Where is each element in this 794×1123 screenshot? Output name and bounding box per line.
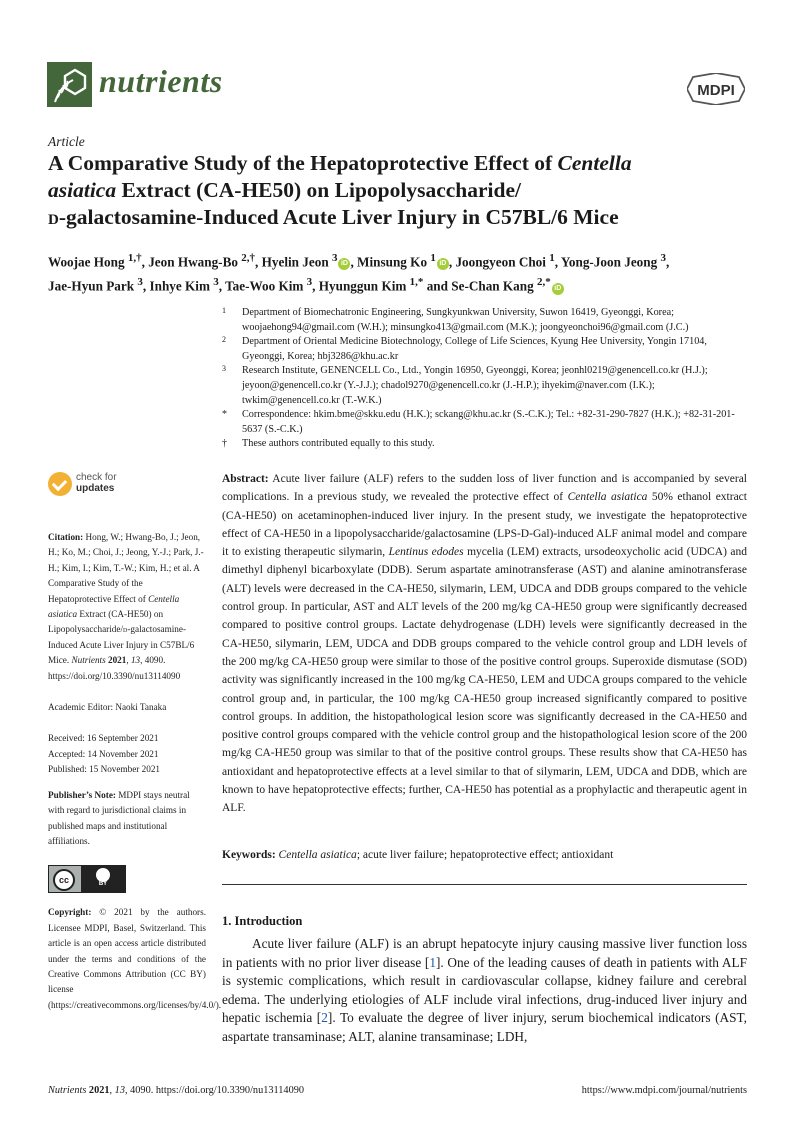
reference-link[interactable]: 1 [429,954,436,970]
journal-name: nutrients [99,63,223,99]
introduction-text: Acute liver failure (ALF) is an abrupt hepatocyte injury causing massive liver function loss in patients with no prior liver disease [1]. One of the leading causes of death in patients with ALF is systemic complications, which result in cardiovascular collapse, kidney failure and cerebral edema. The underlying etiologies of ALF include viral infections, drug-induced liver injury and hepatic ischemia [2]. To evaluate the degree of liver injury, serum biochemical indicators (AST, aspartate transaminase; ALT, alanine transaminase; LDH, [222,936,747,1044]
orcid-icon[interactable]: iD [338,258,350,270]
publisher-note: Publisher’s Note: MDPI stays neutral with regard to jurisdictional claims in published maps and institutional affiliations. [48,789,190,846]
orcid-icon[interactable]: iD [437,258,449,270]
article-sidebar [48,530,222,1029]
article-type: Article [48,134,85,149]
cc-by-license-icon[interactable]: cc BY [48,865,126,893]
orcid-icon[interactable]: iD [552,283,564,295]
affiliation-item: 2 Department of Oriental Medicine Biotechnology, College of Life Sciences, Kyung Hee University, Yongin 17104, Gyeonggi, Korea; hbj3286@khu.ac.kr [222,335,707,362]
check-icon [48,472,72,496]
check-for-updates-button[interactable]: check for updates [48,472,158,498]
page-title: A Comparative Study of the Hepatoprotective Effect of Centella asiatica Extract (CA-HE50) on Lipopolysaccharide/ d-galactosamine-Induced Acute Liver Injury in C57BL/6 Mice [48,151,632,229]
section-heading: 1. Introduction [222,914,303,928]
received-date: Received: 16 September 2021 [48,733,159,744]
copyright: Copyright: © 2021 by the authors. Licensee MDPI, Basel, Switzerland. This article is an open access article distributed under the terms and conditions of the Creative Commons Attribution (CC BY) license (https://creativecommons.org/licenses/by/4.0/). [48,907,222,1010]
affiliation-item: 3 Research Institute, GENENCELL Co., Ltd., Yongin 16950, Gyeonggi, Korea; jeonhl0219@genencell.co.kr (H.J.); jeyoon@genencell.co.kr (Y.-J.J.); chadol9270@genencell.co.kr (J.-H.P.); ihyekim@naver.com (I.K.); twkim@genencell.co.kr (T.-W.K.) [222,364,708,406]
footer-journal-link[interactable]: https://www.mdpi.com/journal/nutrients [581,1085,747,1096]
keywords: Keywords: Centella asiatica; acute liver failure; hepatoprotective effect; antioxidant [222,849,614,861]
section-divider [222,884,747,885]
published-date: Published: 15 November 2021 [48,764,161,775]
academic-editor: Academic Editor: Naoki Tanaka [48,702,167,713]
correspondence: * Correspondence: hkim.bme@skku.edu (H.K.); sckang@khu.ac.kr (S.-C.K.); Tel.: +82-31-290-7827 (H.K.); +82-31-201-5637 (S.-C.K.) [222,409,735,435]
author-list: Woojae Hong $^{1,\dagger}$, Jeon Hwang-Bo $^{2,\dagger}$, Hyelin Jeon $^3$ iD , Minsung Ko $^1$ iD , Joongyeon Choi $^1$, Yong-Joon Jeong $^3$, Jae-Hyun Park $^3$, Inhye Kim $^3$, Tae-Woo Kim $^3$, Hyunggun Kim $^{1,*}$ and Se-Chan Kang $^{2,*}$ iD [48,252,670,294]
affiliations [222,306,752,452]
journal-logo-icon [47,62,92,107]
accepted-date: Accepted: 14 November 2021 [48,748,159,759]
abstract: Abstract: Acute liver failure (ALF) refers to the sudden loss of liver function and is accompanied by several complications. In a previous study, we revealed the protective effect of Centella asiatica 50% ethanol extract (CA-HE50) on acetaminophen-induced liver injury. In the present study, we investigate the hepatoprotective effect of CA-HE50 in a lipopolysaccharide/galactosamine (LPS-D-Gal)-induced ALF animal model and compare it to existing therapeutic silymarin, Lentinus edodes mycelia (LEM) extracts, ursodeoxycholic acid (UDCA) and dimethyl diphenyl bicarboxylate (DDB). Serum aspartate aminotransferase (AST) and alanine aminotransferase (ALT) levels were decreased in the CA-HE50, silymarin, LEM, UDCA and DDB groups compared to the vehicle control group. In particular, AST and ALT levels of the 200 mg/kg CA-HE50 group were significantly decreased compared to positive control groups. Lactate dehydrogenase (LDH) levels were significantly decreased in the CA-HE50, silymarin, LEM, UDCA and DDB groups compared to the vehicle control group and LDH levels of the 200 mg/kg CA-HE50 group were similar to those of the positive control groups. Superoxide dismutase (SOD) activity was significantly increased in the 100 mg/kg CA-HE50, LEM and UDCA groups compared to the vehicle control group and, in particular, the 100 mg/kg CA-HE50 group increased significantly compared to positive control groups. In addition, the histopathological lesion score was significantly decreased in the CA-HE50 and positive control groups compared with the vehicle control group and the histopathological lesion score of the 200 mg/kg CA-HE50 group was similar to that of the positive control groups. These results show that CA-HE50 has antioxidant and hepatoprotective effects at a level similar to that of silymarin, LEM, UDCA and DDB, which are known to have hepatoprotective effects; further, CA-HE50 has potential as a prophylactic and therapeutic agent in ALF. [222,473,747,815]
mdpi-logo-icon [687,73,745,105]
equal-contribution-note: † These authors contributed equally to this study. [222,438,435,450]
citation: Citation: Hong, W.; Hwang-Bo, J.; Jeon, H.; Ko, M.; Choi, J.; Jeong, Y.-J.; Park, J.-H.; Kim, I.; Kim, T.-W.; Kim, H.; et al. A Comparative Study of the Hepatoprotective Effect of Centella asiatica Extract (CA-HE50) on Lipopolysaccharide/d-galactosamine-Induced Acute Liver Injury in C57BL/6 Mice. Nutrients 2021, 13, 4090. https://doi.org/10.3390/nu13114090 [48,532,204,681]
footer-citation[interactable]: Nutrients 2021, 13, 4090. https://doi.org/10.3390/nu13114090 [48,1085,305,1096]
reference-link[interactable]: 2 [321,1010,328,1025]
affiliation-item: 1 Department of Biomechatronic Engineering, Sungkyunkwan University, Suwon 16419, Gyeonggi, Korea; woojaehong94@gmail.com (W.H.); minsungko413@gmail.com (M.K.); joongyeonchoi96@gmail.com (J.C.) [222,306,689,333]
publisher-name: MDPI [697,82,735,99]
